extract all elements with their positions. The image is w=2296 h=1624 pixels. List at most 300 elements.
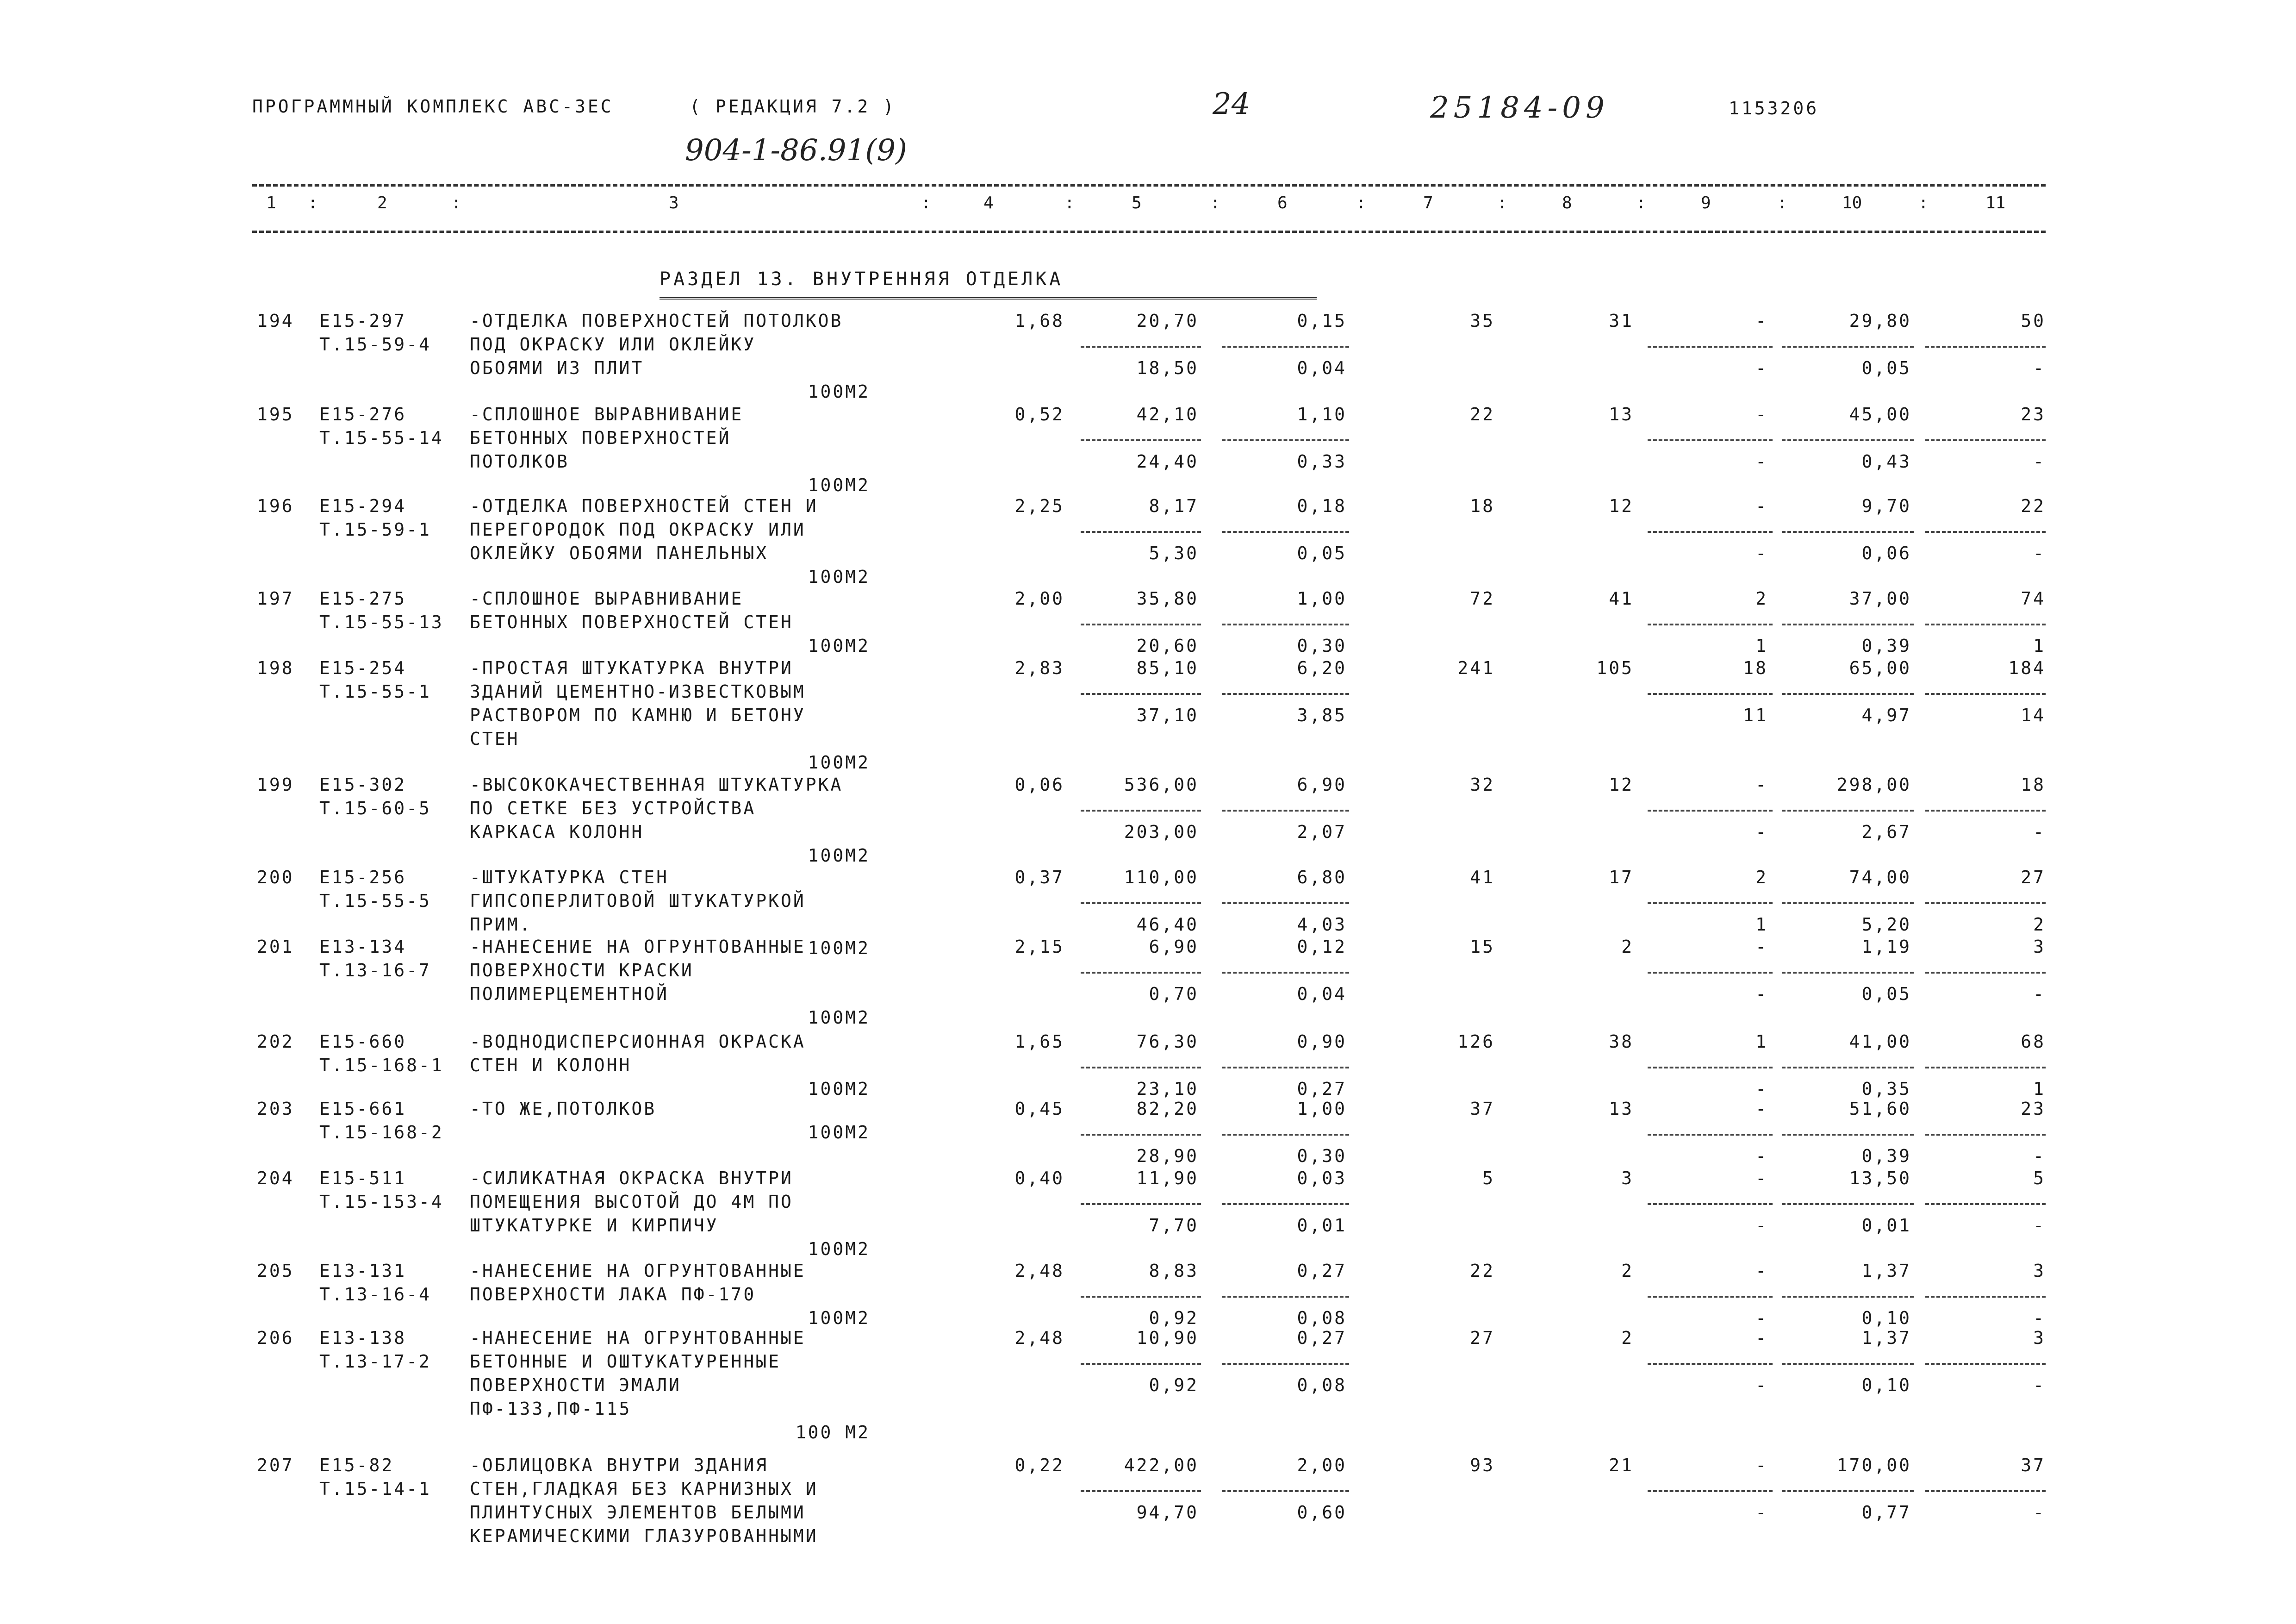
description-line: -НАНЕСЕНИЕ НА ОГРУНТОВАННЫЕ: [470, 937, 806, 957]
labour-total: 22: [2021, 496, 2046, 516]
row-number: 196: [257, 496, 294, 516]
row-number: 205: [257, 1261, 294, 1281]
unit-label: 100М2: [808, 752, 870, 773]
unit-cost-total: 110,00: [1124, 867, 1199, 887]
labour-total: 3: [2033, 937, 2046, 957]
unit-label: 100М2: [808, 1122, 870, 1143]
rate-table-ref: Т.15-168-2: [319, 1122, 444, 1143]
machine-cost: 6,20: [1297, 658, 1347, 678]
labour-total-machine: 14: [2021, 705, 2046, 725]
rate-code: Е13-138: [319, 1328, 407, 1348]
labour-total: 50: [2021, 311, 2046, 331]
value-separator: [1222, 1203, 1349, 1205]
labour-unit-machine: 5,20: [1861, 914, 1911, 935]
total-machine-wage: -: [1755, 451, 1768, 472]
unit-cost-wage: 7,70: [1149, 1215, 1199, 1236]
value-separator: [1925, 624, 2046, 625]
total-wage: 13: [1609, 1099, 1634, 1119]
rate-code: Е15-294: [319, 496, 407, 516]
machine-wage: 4,03: [1297, 914, 1347, 935]
value-separator: [1081, 1363, 1201, 1365]
description-line: -ОТДЕЛКА ПОВЕРХНОСТЕЙ ПОТОЛКОВ: [470, 311, 843, 331]
rate-code: Е15-275: [319, 588, 407, 609]
machine-cost: 0,27: [1297, 1328, 1347, 1348]
total-wage: 105: [1596, 658, 1634, 678]
description-line: -ПРОСТАЯ ШТУКАТУРКА ВНУТРИ: [470, 658, 793, 678]
unit-cost-total: 76,30: [1136, 1031, 1199, 1052]
machine-wage: 0,01: [1297, 1215, 1347, 1236]
value-separator: [1081, 1134, 1201, 1136]
section-underline: [660, 297, 1317, 300]
machine-wage: 2,07: [1297, 822, 1347, 842]
labour-unit-machine: 0,35: [1861, 1079, 1911, 1099]
total-cost: 41: [1470, 867, 1495, 887]
total-machine-wage: -: [1755, 984, 1768, 1004]
total-wage: 3: [1621, 1168, 1634, 1188]
labour-unit: 13,50: [1849, 1168, 1911, 1188]
machine-wage: 0,05: [1297, 543, 1347, 563]
value-separator: [1925, 902, 2046, 904]
labour-unit: 29,80: [1849, 311, 1911, 331]
project-number: 904-1-86.91(9): [685, 133, 907, 168]
description-line: БЕТОННЫХ ПОВЕРХНОСТЕЙ: [470, 428, 731, 448]
machine-wage: 0,08: [1297, 1308, 1347, 1328]
value-separator: [1648, 1363, 1773, 1365]
description-line: ПЛИНТУСНЫХ ЭЛЕМЕНТОВ БЕЛЫМИ: [470, 1502, 806, 1523]
value-separator: [1648, 1134, 1773, 1136]
description-line: ПОВЕРХНОСТИ КРАСКИ: [470, 960, 694, 981]
labour-total-machine: -: [2033, 1215, 2046, 1236]
value-separator: [1925, 1490, 2046, 1492]
total-machine-wage: -: [1755, 1146, 1768, 1166]
labour-total: 74: [2021, 588, 2046, 609]
unit-cost-total: 85,10: [1136, 658, 1199, 678]
description-line: ГИПСОПЕРЛИТОВОЙ ШТУКАТУРКОЙ: [470, 891, 806, 911]
value-separator: [1782, 531, 1914, 533]
labour-total-machine: -: [2033, 358, 2046, 378]
quantity: 2,25: [1014, 496, 1064, 516]
total-cost: 93: [1470, 1455, 1495, 1475]
row-number: 201: [257, 937, 294, 957]
total-machine-wage: -: [1755, 358, 1768, 378]
unit-cost-total: 536,00: [1124, 775, 1199, 795]
code-number: 1153206: [1729, 98, 1819, 119]
total-wage: 2: [1621, 1328, 1634, 1348]
unit-cost-total: 20,70: [1136, 311, 1199, 331]
rate-code: Е15-302: [319, 775, 407, 795]
unit-label: 100М2: [808, 1308, 870, 1328]
value-separator: [1648, 810, 1773, 812]
value-separator: [1782, 693, 1914, 695]
value-separator: [1081, 1067, 1201, 1068]
machine-wage: 0,30: [1297, 636, 1347, 656]
description-line: ПОМЕЩЕНИЯ ВЫСОТОЙ ДО 4М ПО: [470, 1192, 793, 1212]
value-separator: [1782, 1067, 1914, 1068]
total-machine: -: [1755, 1455, 1768, 1475]
machine-wage: 0,60: [1297, 1502, 1347, 1523]
value-separator: [1648, 346, 1773, 348]
rate-table-ref: Т.13-16-4: [319, 1284, 431, 1305]
unit-label: 100М2: [808, 1007, 870, 1028]
rate-table-ref: Т.15-59-1: [319, 519, 431, 540]
total-machine-wage: -: [1755, 822, 1768, 842]
total-wage: 12: [1609, 496, 1634, 516]
machine-wage: 0,04: [1297, 984, 1347, 1004]
total-machine-wage: -: [1755, 1215, 1768, 1236]
section-title: РАЗДЕЛ 13. ВНУТРЕННЯЯ ОТДЕЛКА: [660, 269, 1064, 290]
machine-cost: 0,27: [1297, 1261, 1347, 1281]
unit-cost-total: 10,90: [1136, 1328, 1199, 1348]
rate-code: Е15-276: [319, 404, 407, 425]
row-number: 195: [257, 404, 294, 425]
machine-cost: 6,90: [1297, 775, 1347, 795]
col-separator: :: [1356, 194, 1366, 212]
description-line: КЕРАМИЧЕСКИМИ ГЛАЗУРОВАННЫМИ: [470, 1526, 818, 1546]
value-separator: [1925, 972, 2046, 974]
value-separator: [1782, 1490, 1914, 1492]
description-line: ПОВЕРХНОСТИ ЭМАЛИ: [470, 1375, 681, 1395]
col-separator: :: [1777, 194, 1787, 212]
total-machine: -: [1755, 937, 1768, 957]
value-separator: [1782, 1203, 1914, 1205]
unit-cost-wage: 203,00: [1124, 822, 1199, 842]
total-machine: 2: [1755, 867, 1768, 887]
unit-cost-wage: 0,70: [1149, 984, 1199, 1004]
unit-cost-wage: 18,50: [1136, 358, 1199, 378]
value-separator: [1925, 439, 2046, 441]
rate-code: Е15-661: [319, 1099, 407, 1119]
row-number: 203: [257, 1099, 294, 1119]
description-line: СТЕН: [470, 729, 520, 749]
total-machine-wage: 1: [1755, 914, 1768, 935]
description-line: БЕТОННЫХ ПОВЕРХНОСТЕЙ СТЕН: [470, 612, 793, 632]
value-separator: [1925, 1296, 2046, 1298]
value-separator: [1782, 439, 1914, 441]
description-line: -ВОДНОДИСПЕРСИОННАЯ ОКРАСКА: [470, 1031, 806, 1052]
unit-cost-wage: 20,60: [1136, 636, 1199, 656]
description-line: ПОЛИМЕРЦЕМЕНТНОЙ: [470, 984, 669, 1004]
value-separator: [1222, 1134, 1349, 1136]
total-machine: 2: [1755, 588, 1768, 609]
unit-cost-wage: 37,10: [1136, 705, 1199, 725]
unit-label: 100М2: [808, 636, 870, 656]
rate-table-ref: Т.13-16-7: [319, 960, 431, 981]
quantity: 1,68: [1014, 311, 1064, 331]
total-wage: 2: [1621, 937, 1634, 957]
rate-code: Е15-511: [319, 1168, 407, 1188]
labour-total-machine: -: [2033, 822, 2046, 842]
col-num: 2: [377, 194, 387, 212]
labour-unit-machine: 0,05: [1861, 358, 1911, 378]
value-separator: [1222, 693, 1349, 695]
unit-cost-wage: 24,40: [1136, 451, 1199, 472]
unit-cost-total: 82,20: [1136, 1099, 1199, 1119]
document-number: 25184-09: [1430, 91, 1609, 125]
col-num: 9: [1701, 194, 1711, 212]
description-line: -НАНЕСЕНИЕ НА ОГРУНТОВАННЫЕ: [470, 1261, 806, 1281]
col-num: 8: [1562, 194, 1572, 212]
quantity: 0,22: [1014, 1455, 1064, 1475]
description-line: ПЕРЕГОРОДОК ПОД ОКРАСКУ ИЛИ: [470, 519, 806, 540]
col-num: 7: [1423, 194, 1433, 212]
rate-code: Е15-82: [319, 1455, 394, 1475]
rate-table-ref: Т.15-153-4: [319, 1192, 444, 1212]
value-separator: [1782, 902, 1914, 904]
unit-label: 100 М2: [795, 1422, 870, 1443]
labour-unit-machine: 0,05: [1861, 984, 1911, 1004]
labour-total-machine: -: [2033, 984, 2046, 1004]
total-cost: 72: [1470, 588, 1495, 609]
machine-wage: 0,08: [1297, 1375, 1347, 1395]
rate-code: Е13-131: [319, 1261, 407, 1281]
total-cost: 27: [1470, 1328, 1495, 1348]
machine-wage: 0,27: [1297, 1079, 1347, 1099]
machine-cost: 0,15: [1297, 311, 1347, 331]
machine-cost: 1,10: [1297, 404, 1347, 425]
unit-label: 100М2: [808, 938, 870, 958]
page-number: 24: [1213, 87, 1251, 121]
description-line: ПОВЕРХНОСТИ ЛАКА ПФ-170: [470, 1284, 756, 1305]
unit-label: 100М2: [808, 845, 870, 866]
labour-total: 23: [2021, 404, 2046, 425]
value-separator: [1222, 1363, 1349, 1365]
value-separator: [1081, 693, 1201, 695]
value-separator: [1648, 1296, 1773, 1298]
row-number: 206: [257, 1328, 294, 1348]
labour-unit: 74,00: [1849, 867, 1911, 887]
total-machine-wage: 11: [1743, 705, 1768, 725]
unit-label: 100М2: [808, 381, 870, 402]
rate-code: Е15-660: [319, 1031, 407, 1052]
rate-table-ref: Т.15-55-1: [319, 681, 431, 702]
machine-cost: 0,12: [1297, 937, 1347, 957]
row-number: 194: [257, 311, 294, 331]
machine-cost: 0,90: [1297, 1031, 1347, 1052]
value-separator: [1925, 346, 2046, 348]
value-separator: [1925, 810, 2046, 812]
labour-unit-machine: 0,10: [1861, 1308, 1911, 1328]
rate-table-ref: Т.15-55-5: [319, 891, 431, 911]
unit-label: 100М2: [808, 567, 870, 587]
labour-unit-machine: 0,39: [1861, 636, 1911, 656]
rate-table-ref: Т.13-17-2: [319, 1351, 431, 1372]
total-wage: 31: [1609, 311, 1634, 331]
unit-cost-wage: 28,90: [1136, 1146, 1199, 1166]
description-line: БЕТОННЫЕ И ОШТУКАТУРЕННЫЕ: [470, 1351, 781, 1372]
unit-label: 100М2: [808, 1079, 870, 1099]
quantity: 0,45: [1014, 1099, 1064, 1119]
labour-unit: 1,37: [1861, 1261, 1911, 1281]
labour-total: 3: [2033, 1261, 2046, 1281]
machine-cost: 0,03: [1297, 1168, 1347, 1188]
total-cost: 35: [1470, 311, 1495, 331]
quantity: 2,00: [1014, 588, 1064, 609]
description-line: ЗДАНИЙ ЦЕМЕНТНО-ИЗВЕСТКОВЫМ: [470, 681, 806, 702]
description-line: ОКЛЕЙКУ ОБОЯМИ ПАНЕЛЬНЫХ: [470, 543, 769, 563]
unit-cost-wage: 5,30: [1149, 543, 1199, 563]
labour-unit-machine: 0,39: [1861, 1146, 1911, 1166]
machine-cost: 1,00: [1297, 1099, 1347, 1119]
total-machine-wage: -: [1755, 1375, 1768, 1395]
description-line: -ОТДЕЛКА ПОВЕРХНОСТЕЙ СТЕН И: [470, 496, 818, 516]
value-separator: [1648, 624, 1773, 625]
labour-unit-machine: 0,10: [1861, 1375, 1911, 1395]
total-machine: -: [1755, 1328, 1768, 1348]
total-machine: -: [1755, 496, 1768, 516]
machine-wage: 0,30: [1297, 1146, 1347, 1166]
rate-table-ref: Т.15-59-4: [319, 334, 431, 355]
rate-table-ref: Т.15-14-1: [319, 1479, 431, 1499]
col-separator: :: [451, 194, 461, 212]
row-number: 204: [257, 1168, 294, 1188]
value-separator: [1648, 1067, 1773, 1068]
labour-unit: 1,19: [1861, 937, 1911, 957]
labour-total: 27: [2021, 867, 2046, 887]
rate-code: Е13-134: [319, 937, 407, 957]
rate-table-ref: Т.15-60-5: [319, 798, 431, 818]
col-separator: :: [1918, 194, 1929, 212]
total-cost: 37: [1470, 1099, 1495, 1119]
unit-cost-wage: 0,92: [1149, 1375, 1199, 1395]
quantity: 1,65: [1014, 1031, 1064, 1052]
total-cost: 18: [1470, 496, 1495, 516]
col-num: 10: [1842, 194, 1862, 212]
rate-code: Е15-256: [319, 867, 407, 887]
labour-total: 184: [2008, 658, 2046, 678]
unit-cost-total: 35,80: [1136, 588, 1199, 609]
value-separator: [1782, 1363, 1914, 1365]
description-line: ПОД ОКРАСКУ ИЛИ ОКЛЕЙКУ: [470, 334, 756, 355]
total-machine: -: [1755, 311, 1768, 331]
unit-cost-total: 8,17: [1149, 496, 1199, 516]
labour-unit-machine: 0,77: [1861, 1502, 1911, 1523]
total-wage: 17: [1609, 867, 1634, 887]
labour-unit: 51,60: [1849, 1099, 1911, 1119]
quantity: 2,15: [1014, 937, 1064, 957]
machine-cost: 1,00: [1297, 588, 1347, 609]
value-separator: [1648, 1203, 1773, 1205]
header-rule-top: [252, 184, 2046, 187]
value-separator: [1222, 972, 1349, 974]
edition-label: ( РЕДАКЦИЯ 7.2 ): [690, 96, 896, 117]
total-machine-wage: -: [1755, 1308, 1768, 1328]
col-separator: :: [1210, 194, 1220, 212]
total-wage: 21: [1609, 1455, 1634, 1475]
labour-total-machine: -: [2033, 543, 2046, 563]
value-separator: [1648, 902, 1773, 904]
description-line: РАСТВОРОМ ПО КАМНЮ И БЕТОНУ: [470, 705, 806, 725]
labour-total-machine: 1: [2033, 1079, 2046, 1099]
labour-total: 23: [2021, 1099, 2046, 1119]
unit-label: 100М2: [808, 475, 870, 495]
total-cost: 32: [1470, 775, 1495, 795]
description-line: -НАНЕСЕНИЕ НА ОГРУНТОВАННЫЕ: [470, 1328, 806, 1348]
total-machine: -: [1755, 404, 1768, 425]
col-separator: :: [1064, 194, 1075, 212]
value-separator: [1081, 624, 1201, 625]
value-separator: [1925, 1203, 2046, 1205]
total-wage: 12: [1609, 775, 1634, 795]
machine-cost: 6,80: [1297, 867, 1347, 887]
unit-cost-total: 6,90: [1149, 937, 1199, 957]
total-cost: 126: [1457, 1031, 1495, 1052]
description-line: ШТУКАТУРКЕ И КИРПИЧУ: [470, 1215, 719, 1236]
quantity: 0,52: [1014, 404, 1064, 425]
quantity: 0,06: [1014, 775, 1064, 795]
total-machine: 1: [1755, 1031, 1768, 1052]
value-separator: [1782, 810, 1914, 812]
machine-cost: 2,00: [1297, 1455, 1347, 1475]
description-line: ПРИМ.: [470, 914, 532, 935]
machine-wage: 3,85: [1297, 705, 1347, 725]
labour-unit: 9,70: [1861, 496, 1911, 516]
labour-total-machine: 1: [2033, 636, 2046, 656]
row-number: 200: [257, 867, 294, 887]
description-line: СТЕН,ГЛАДКАЯ БЕЗ КАРНИЗНЫХ И: [470, 1479, 818, 1499]
description-line: ПОТОЛКОВ: [470, 451, 570, 472]
labour-total: 37: [2021, 1455, 2046, 1475]
col-separator: :: [308, 194, 318, 212]
value-separator: [1222, 1067, 1349, 1068]
quantity: 2,83: [1014, 658, 1064, 678]
value-separator: [1782, 346, 1914, 348]
col-separator: :: [1497, 194, 1507, 212]
labour-unit: 65,00: [1849, 658, 1911, 678]
row-number: 207: [257, 1455, 294, 1475]
labour-total-machine: -: [2033, 1375, 2046, 1395]
col-num: 1: [266, 194, 276, 212]
value-separator: [1782, 1296, 1914, 1298]
value-separator: [1925, 531, 2046, 533]
labour-unit-machine: 0,06: [1861, 543, 1911, 563]
labour-total: 3: [2033, 1328, 2046, 1348]
description-line: -ВЫСОКОКАЧЕСТВЕННАЯ ШТУКАТУРКА: [470, 775, 843, 795]
labour-total-machine: -: [2033, 1146, 2046, 1166]
labour-unit: 45,00: [1849, 404, 1911, 425]
value-separator: [1081, 531, 1201, 533]
value-separator: [1081, 902, 1201, 904]
value-separator: [1081, 1296, 1201, 1298]
unit-cost-total: 42,10: [1136, 404, 1199, 425]
rate-table-ref: Т.15-55-13: [319, 612, 444, 632]
value-separator: [1081, 1203, 1201, 1205]
total-machine: -: [1755, 1099, 1768, 1119]
col-num: 4: [983, 194, 994, 212]
value-separator: [1081, 346, 1201, 348]
quantity: 0,40: [1014, 1168, 1064, 1188]
rate-table-ref: Т.15-55-14: [319, 428, 444, 448]
total-wage: 2: [1621, 1261, 1634, 1281]
labour-total: 68: [2021, 1031, 2046, 1052]
value-separator: [1222, 810, 1349, 812]
labour-total-machine: -: [2033, 451, 2046, 472]
labour-unit: 41,00: [1849, 1031, 1911, 1052]
machine-cost: 0,18: [1297, 496, 1347, 516]
labour-unit: 37,00: [1849, 588, 1911, 609]
total-machine: 18: [1743, 658, 1768, 678]
description-line: -СПЛОШНОЕ ВЫРАВНИВАНИЕ: [470, 588, 744, 609]
value-separator: [1925, 1363, 2046, 1365]
description-line: -ШТУКАТУРКА СТЕН: [470, 867, 669, 887]
total-machine-wage: -: [1755, 1502, 1768, 1523]
rate-code: Е15-297: [319, 311, 407, 331]
total-machine: -: [1755, 1261, 1768, 1281]
description-line: -СПЛОШНОЕ ВЫРАВНИВАНИЕ: [470, 404, 744, 425]
value-separator: [1081, 1490, 1201, 1492]
labour-unit: 1,37: [1861, 1328, 1911, 1348]
machine-wage: 0,33: [1297, 451, 1347, 472]
rate-code: Е15-254: [319, 658, 407, 678]
